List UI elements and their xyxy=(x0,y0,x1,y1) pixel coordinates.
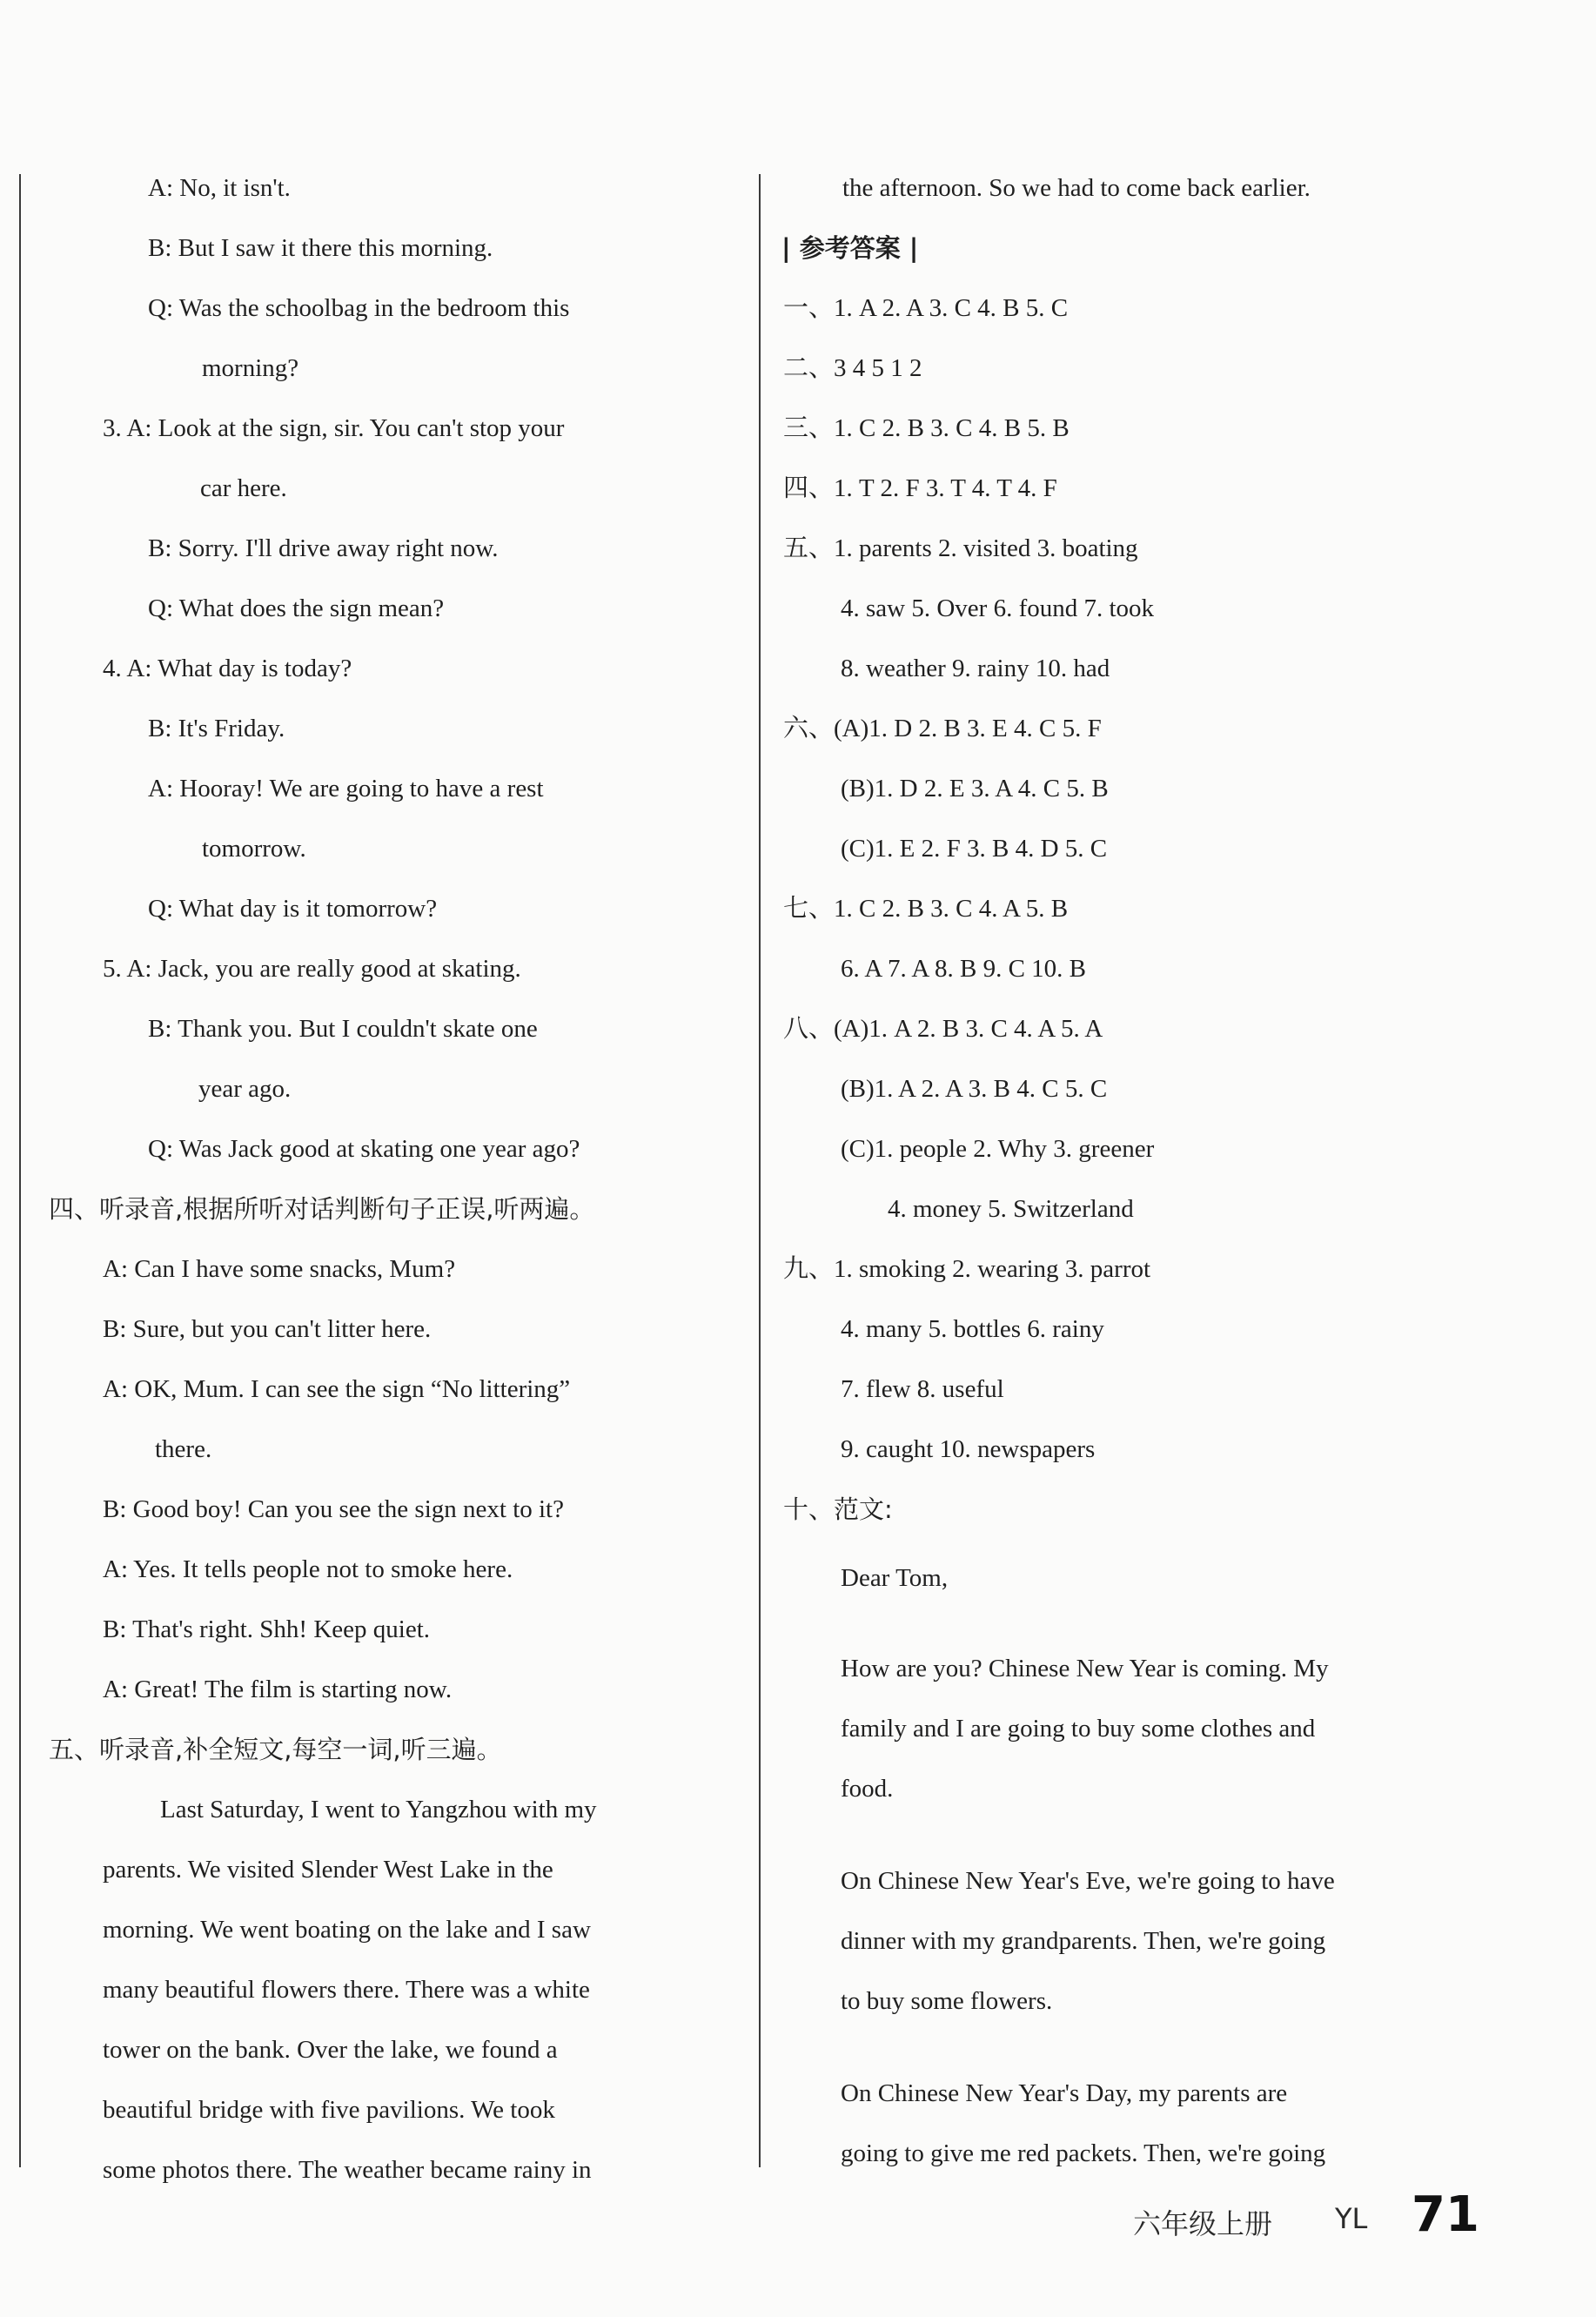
dialog-line: car here. xyxy=(200,474,287,502)
passage-line: tower on the bank. Over the lake, we found a xyxy=(103,2036,558,2064)
answer-line: 四、1. T 2. F 3. T 4. T 4. F xyxy=(783,474,1057,502)
letter-line: Dear Tom, xyxy=(841,1564,949,1592)
passage-line: Last Saturday, I went to Yangzhou with my xyxy=(160,1796,597,1823)
answer-line: 九、1. smoking 2. wearing 3. parrot xyxy=(783,1255,1151,1283)
footer-grade: 六年级上册 xyxy=(1133,2207,1273,2240)
letter-line: On Chinese New Year's Eve, we're going to have xyxy=(841,1867,1335,1895)
page-number: 71 xyxy=(1412,2186,1479,2243)
dialog-line: morning? xyxy=(202,354,299,382)
answer-line: (B)1. D 2. E 3. A 4. C 5. B xyxy=(841,775,1109,803)
dialog-line: Q: What does the sign mean? xyxy=(148,594,445,622)
letter-line: to buy some flowers. xyxy=(841,1987,1053,2015)
letter-line: food. xyxy=(841,1775,894,1803)
dialog-line: tomorrow. xyxy=(202,835,306,863)
dialog-line: A: Hooray! We are going to have a rest xyxy=(148,775,544,803)
passage-line: parents. We visited Slender West Lake in the xyxy=(103,1856,553,1884)
dialog-line: B: Sorry. I'll drive away right now. xyxy=(148,534,499,562)
answer-line: (B)1. A 2. A 3. B 4. C 5. C xyxy=(841,1075,1108,1103)
dialog-line: 5. A: Jack, you are really good at skating. xyxy=(103,955,521,983)
dialog-line: Q: What day is it tomorrow? xyxy=(148,895,438,923)
letter-line: dinner with my grandparents. Then, we're going xyxy=(841,1927,1326,1955)
answer-line: 6. A 7. A 8. B 9. C 10. B xyxy=(841,955,1087,983)
letter-line: How are you? Chinese New Year is coming. My xyxy=(841,1655,1329,1682)
dialog-line: Q: Was Jack good at skating one year ago? xyxy=(148,1135,580,1163)
dialog-line: year ago. xyxy=(198,1075,292,1103)
answers-heading: | 参考答案 | xyxy=(781,233,919,263)
answer-line: 9. caught 10. newspapers xyxy=(841,1435,1096,1463)
letter-line: going to give me red packets. Then, we're going xyxy=(841,2139,1326,2167)
answer-line: 三、1. C 2. B 3. C 4. B 5. B xyxy=(783,414,1070,442)
answer-line: 7. flew 8. useful xyxy=(841,1375,1004,1403)
passage-line: some photos there. The weather became rainy in xyxy=(103,2156,592,2184)
left-margin-rule xyxy=(19,174,21,2167)
passage-line: morning. We went boating on the lake and I saw xyxy=(103,1916,591,1944)
dialog-line: Q: Was the schoolbag in the bedroom this xyxy=(148,294,570,322)
dialog-line: B: But I saw it there this morning. xyxy=(148,234,493,262)
dialog-line: B: Good boy! Can you see the sign next to it? xyxy=(103,1495,564,1523)
dialog-line: B: It's Friday. xyxy=(148,715,285,742)
answer-line: 一、1. A 2. A 3. C 4. B 5. C xyxy=(783,294,1069,322)
answer-line: 八、(A)1. A 2. B 3. C 4. A 5. A xyxy=(783,1015,1103,1043)
answer-line: 二、3 4 5 1 2 xyxy=(783,354,922,382)
answer-line: (C)1. E 2. F 3. B 4. D 5. C xyxy=(841,835,1108,863)
answer-line: 六、(A)1. D 2. B 3. E 4. C 5. F xyxy=(783,715,1102,742)
letter-line: On Chinese New Year's Day, my parents are xyxy=(841,2079,1288,2107)
dialog-line: B: Thank you. But I couldn't skate one xyxy=(148,1015,538,1043)
letter-line: family and I are going to buy some clothes and xyxy=(841,1715,1316,1743)
answer-line: 4. money 5. Switzerland xyxy=(888,1195,1134,1223)
passage-line: beautiful bridge with five pavilions. We took xyxy=(103,2096,555,2124)
column-divider xyxy=(759,174,761,2167)
answer-line: 七、1. C 2. B 3. C 4. A 5. B xyxy=(783,895,1069,923)
section-heading: 五、听录音,补全短文,每空一词,听三遍。 xyxy=(49,1735,502,1764)
dialog-line: A: Great! The film is starting now. xyxy=(103,1676,453,1703)
dialog-line: 4. A: What day is today? xyxy=(103,655,352,682)
section-heading: 四、听录音,根据所听对话判断句子正误,听两遍。 xyxy=(49,1194,595,1224)
answer-line: 4. many 5. bottles 6. rainy xyxy=(841,1315,1104,1343)
dialog-line: A: No, it isn't. xyxy=(148,174,291,202)
dialog-line: A: OK, Mum. I can see the sign “No littering” xyxy=(103,1375,571,1403)
dialog-line: A: Can I have some snacks, Mum? xyxy=(103,1255,456,1283)
answer-line: 五、1. parents 2. visited 3. boating xyxy=(783,534,1138,562)
passage-line: the afternoon. So we had to come back earlier. xyxy=(842,174,1311,202)
section-heading: 十、范文: xyxy=(783,1494,893,1524)
dialog-line: 3. A: Look at the sign, sir. You can't stop your xyxy=(103,414,565,442)
dialog-line: B: Sure, but you can't litter here. xyxy=(103,1315,432,1343)
dialog-line: B: That's right. Shh! Keep quiet. xyxy=(103,1615,431,1643)
dialog-line: A: Yes. It tells people not to smoke here. xyxy=(103,1555,513,1583)
answer-line: 4. saw 5. Over 6. found 7. took xyxy=(841,594,1155,622)
answer-line: 8. weather 9. rainy 10. had xyxy=(841,655,1110,682)
passage-line: many beautiful flowers there. There was a white xyxy=(103,1976,590,2004)
dialog-line: there. xyxy=(155,1435,212,1463)
answer-line: (C)1. people 2. Why 3. greener xyxy=(841,1135,1155,1163)
footer-code: YL xyxy=(1335,2202,1368,2235)
